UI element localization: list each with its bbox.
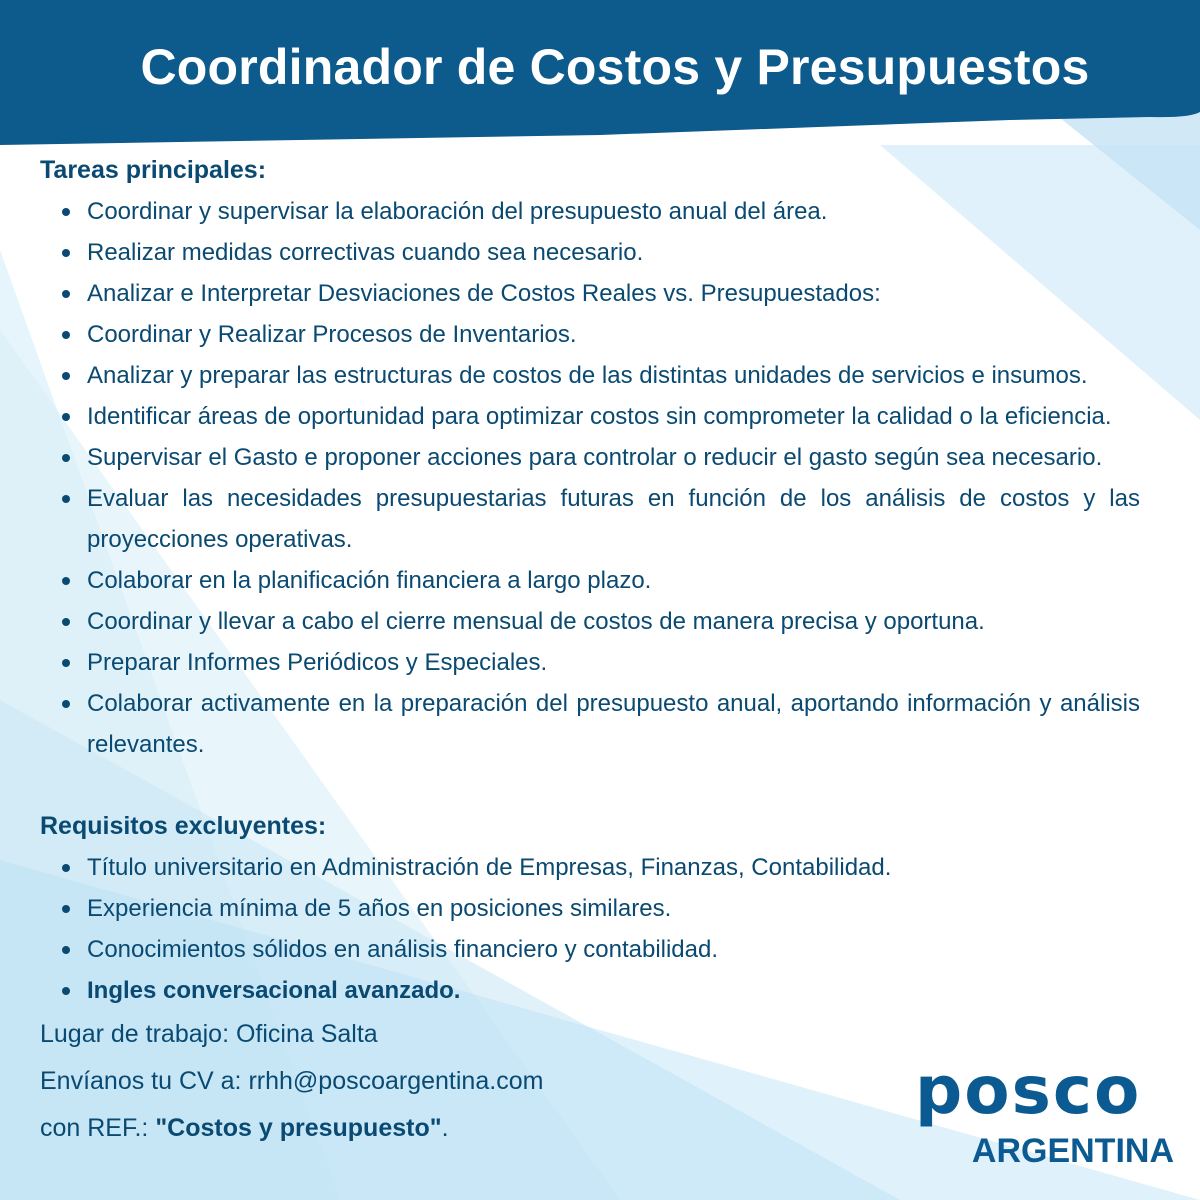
task-item: Analizar e Interpretar Desviaciones de Costos Reales vs. Presupuestados: — [87, 273, 1140, 314]
tasks-heading: Tareas principales: — [40, 156, 267, 184]
ref-value: "Costos y presupuesto" — [155, 1114, 442, 1142]
task-item: Evaluar las necesidades presupuestarias futuras en función de los análisis de costos y las proyecciones operativas. — [87, 478, 1140, 560]
task-item: Supervisar el Gasto e proponer acciones para controlar o reducir el gasto según sea necesario. — [87, 437, 1140, 478]
requirement-item: Título universitario en Administración de Empresas, Finanzas, Contabilidad. — [87, 847, 1140, 888]
task-item: Coordinar y Realizar Procesos de Inventarios. — [87, 314, 1140, 355]
task-item: Analizar y preparar las estructuras de costos de las distintas unidades de servicios e insumos. — [87, 355, 1140, 396]
requirement-item: Experiencia mínima de 5 años en posiciones similares. — [87, 888, 1140, 929]
logo-wordmark: posco — [915, 1052, 1142, 1129]
requirement-item: Conocimientos sólidos en análisis financiero y contabilidad. — [87, 929, 1140, 970]
requirements-list — [40, 847, 1140, 1011]
requirements-heading: Requisitos excluyentes: — [40, 812, 327, 840]
ref-prefix: con REF.: — [40, 1114, 156, 1142]
task-item: Preparar Informes Periódicos y Especiales. — [87, 642, 1140, 683]
location-line: Lugar de trabajo: Oficina Salta — [40, 1020, 378, 1048]
page-title: Coordinador de Costos y Presupuestos — [140, 39, 1090, 95]
task-item: Coordinar y supervisar la elaboración del presupuesto anual del área. — [87, 191, 1140, 232]
section-spacer — [40, 765, 1140, 806]
task-item: Colaborar activamente en la preparación del presupuesto anual, aportando información y análisis relevantes. — [87, 683, 1140, 765]
task-item: Realizar medidas correctivas cuando sea necesario. — [87, 232, 1140, 273]
tasks-list — [40, 191, 1140, 765]
job-content — [40, 150, 1140, 1152]
email-line: Envíanos tu CV a: rrhh@poscoargentina.com — [40, 1067, 544, 1095]
posco-logo — [915, 1052, 1180, 1175]
task-item: Coordinar y llevar a cabo el cierre mensual de costos de manera precisa y oportuna. — [87, 601, 1140, 642]
task-item: Colaborar en la planificación financiera a largo plazo. — [87, 560, 1140, 601]
logo-subtitle: ARGENTINA — [971, 1132, 1174, 1170]
ref-suffix: . — [441, 1114, 449, 1142]
requirement-item-bold: Ingles conversacional avanzado. — [87, 970, 1140, 1011]
task-item: Identificar áreas de oportunidad para optimizar costos sin comprometer la calidad o la eficiencia. — [87, 396, 1140, 437]
